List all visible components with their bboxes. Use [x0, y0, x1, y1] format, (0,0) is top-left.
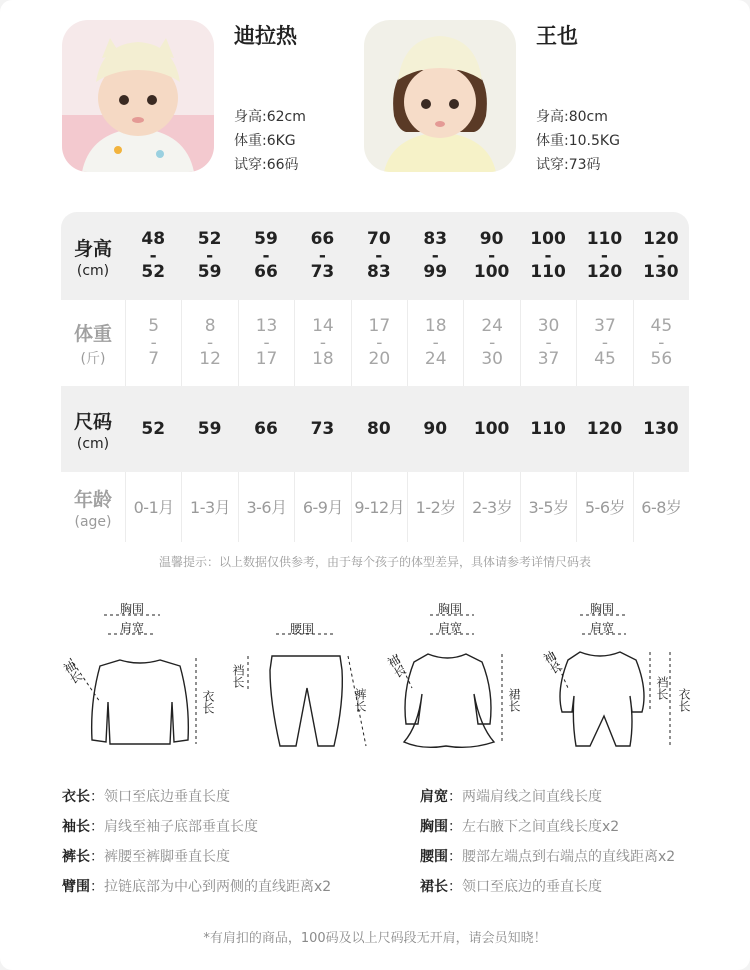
model-name: 迪拉热: [234, 24, 297, 48]
table-cell: 70 - 83: [366, 229, 391, 282]
row-cells: [125, 472, 689, 542]
table-cell: 9-12月: [351, 472, 407, 542]
table-row-size: [61, 386, 689, 472]
size-table: [61, 212, 689, 542]
table-cell: 1-2岁: [407, 472, 463, 542]
def-skirt-length: 裙长 ： 领口至底边的垂直长度: [420, 876, 602, 896]
model-photo-2: [364, 20, 516, 172]
table-cell: 14 - 18: [294, 300, 350, 386]
table-cell: 45 - 56: [633, 300, 689, 386]
label-shoulder: 肩宽: [438, 621, 463, 635]
table-cell: 1-3月: [181, 472, 237, 542]
model-try-size: 试穿 : 73码: [536, 154, 601, 174]
model-name: 王也: [536, 24, 578, 48]
measurement-diagrams: [0, 592, 750, 762]
model-try-size: 试穿 : 66码: [234, 154, 299, 174]
def-top-length: 衣长 ： 领口至底边垂直长度: [62, 786, 230, 806]
label-shoulder: 肩宽: [590, 621, 615, 635]
table-cell: 52: [141, 418, 166, 439]
table-cell: 3-5岁: [520, 472, 576, 542]
model-section: [0, 0, 750, 200]
label-skirt-length: 裙长: [507, 688, 521, 712]
table-row-weight: [61, 300, 689, 386]
table-cell: 52 - 59: [197, 229, 222, 282]
table-cell: 59: [197, 418, 222, 439]
table-cell: 59 - 66: [254, 229, 278, 282]
table-cell: 120 - 130: [643, 229, 679, 282]
table-cell: 24 - 30: [463, 300, 519, 386]
row-header: 体重 (斤): [73, 322, 112, 367]
table-cell: 6-9月: [294, 472, 350, 542]
row-cells: [125, 386, 689, 472]
def-pants-length: 裤长 ： 裤腰至裤脚垂直长度: [62, 846, 230, 866]
table-cell: 6-8岁: [633, 472, 689, 542]
label-waist: 腰围: [290, 622, 315, 636]
table-cell: 13 - 17: [238, 300, 294, 386]
label-shoulder: 肩宽: [120, 621, 145, 635]
table-cell: 100: [473, 418, 510, 439]
model-card-1: [62, 20, 362, 180]
label-length: 衣长: [677, 688, 691, 712]
model-photo-1: [62, 20, 214, 172]
def-sleeve: 袖长 ： 肩线至袖子底部垂直长度: [62, 816, 258, 836]
table-cell: 5 - 7: [125, 300, 181, 386]
def-waist: 腰围 ： 腰部左端点到右端点的直线距离x2: [420, 846, 675, 866]
table-cell: 30 - 37: [520, 300, 576, 386]
label-sleeve: 袖长: [60, 658, 85, 687]
table-cell: 0-1月: [125, 472, 181, 542]
row-header: 尺码 (cm): [73, 410, 112, 452]
def-chest: 胸围 ： 左右腋下之间直线长度x2: [420, 816, 619, 836]
def-arm: 臂围 ： 拉链底部为中心到两侧的直线距离x2: [62, 876, 331, 896]
table-cell: 18 - 24: [407, 300, 463, 386]
table-cell: 66: [254, 418, 278, 439]
table-cell: 130: [643, 418, 679, 439]
table-cell: 73: [310, 418, 335, 439]
table-cell: 90 - 100: [473, 229, 510, 282]
garment-outlines: [0, 592, 750, 762]
table-cell: 3-6月: [238, 472, 294, 542]
label-chest: 胸围: [120, 602, 145, 616]
table-cell: 17 - 20: [351, 300, 407, 386]
model-height: 身高 : 80cm: [536, 106, 608, 126]
label-chest: 胸围: [590, 602, 615, 616]
table-cell: 48 - 52: [141, 229, 166, 282]
size-tip: 温馨提示：以上数据仅供参考，由于每个孩子的体型差异，具体请参考详情尺码表: [158, 555, 591, 569]
row-cells: [125, 212, 689, 300]
table-cell: 37 - 45: [576, 300, 632, 386]
label-top-length: 衣长: [201, 690, 215, 714]
table-cell: 110 - 120: [586, 229, 623, 282]
table-cell: 2-3岁: [463, 472, 519, 542]
row-cells: [125, 300, 689, 386]
label-crotch: 裆长: [655, 676, 669, 700]
table-cell: 80: [366, 418, 391, 439]
label-sleeve: 袖长: [384, 652, 409, 681]
label-sleeve: 袖长: [540, 648, 565, 677]
table-row-age: [61, 472, 689, 542]
def-shoulder: 肩宽 ： 两端肩线之间直线长度: [420, 786, 602, 806]
row-header: 年龄 (age): [73, 488, 112, 530]
table-cell: 8 - 12: [181, 300, 237, 386]
model-weight: 体重 : 10.5KG: [536, 130, 620, 150]
label-chest: 胸围: [438, 602, 463, 616]
table-cell: 100 - 110: [530, 229, 566, 282]
footer-note: *有肩扣的商品，100码及以上尺码段无开肩，请会员知晓！: [203, 931, 547, 946]
table-row-height: [61, 212, 689, 300]
table-cell: 83 - 99: [423, 229, 448, 282]
table-cell: 66 - 73: [310, 229, 335, 282]
row-header: 身高 (cm): [73, 237, 112, 279]
label-crotch: 裆长: [231, 664, 245, 688]
label-pants-length: 裤长: [353, 688, 367, 712]
model-weight: 体重 : 6KG: [234, 130, 296, 150]
table-cell: 110: [530, 418, 566, 439]
table-cell: 90: [423, 418, 448, 439]
table-cell: 5-6岁: [576, 472, 632, 542]
model-height: 身高 : 62cm: [234, 106, 306, 126]
table-cell: 120: [586, 418, 623, 439]
model-card-2: [364, 20, 664, 180]
